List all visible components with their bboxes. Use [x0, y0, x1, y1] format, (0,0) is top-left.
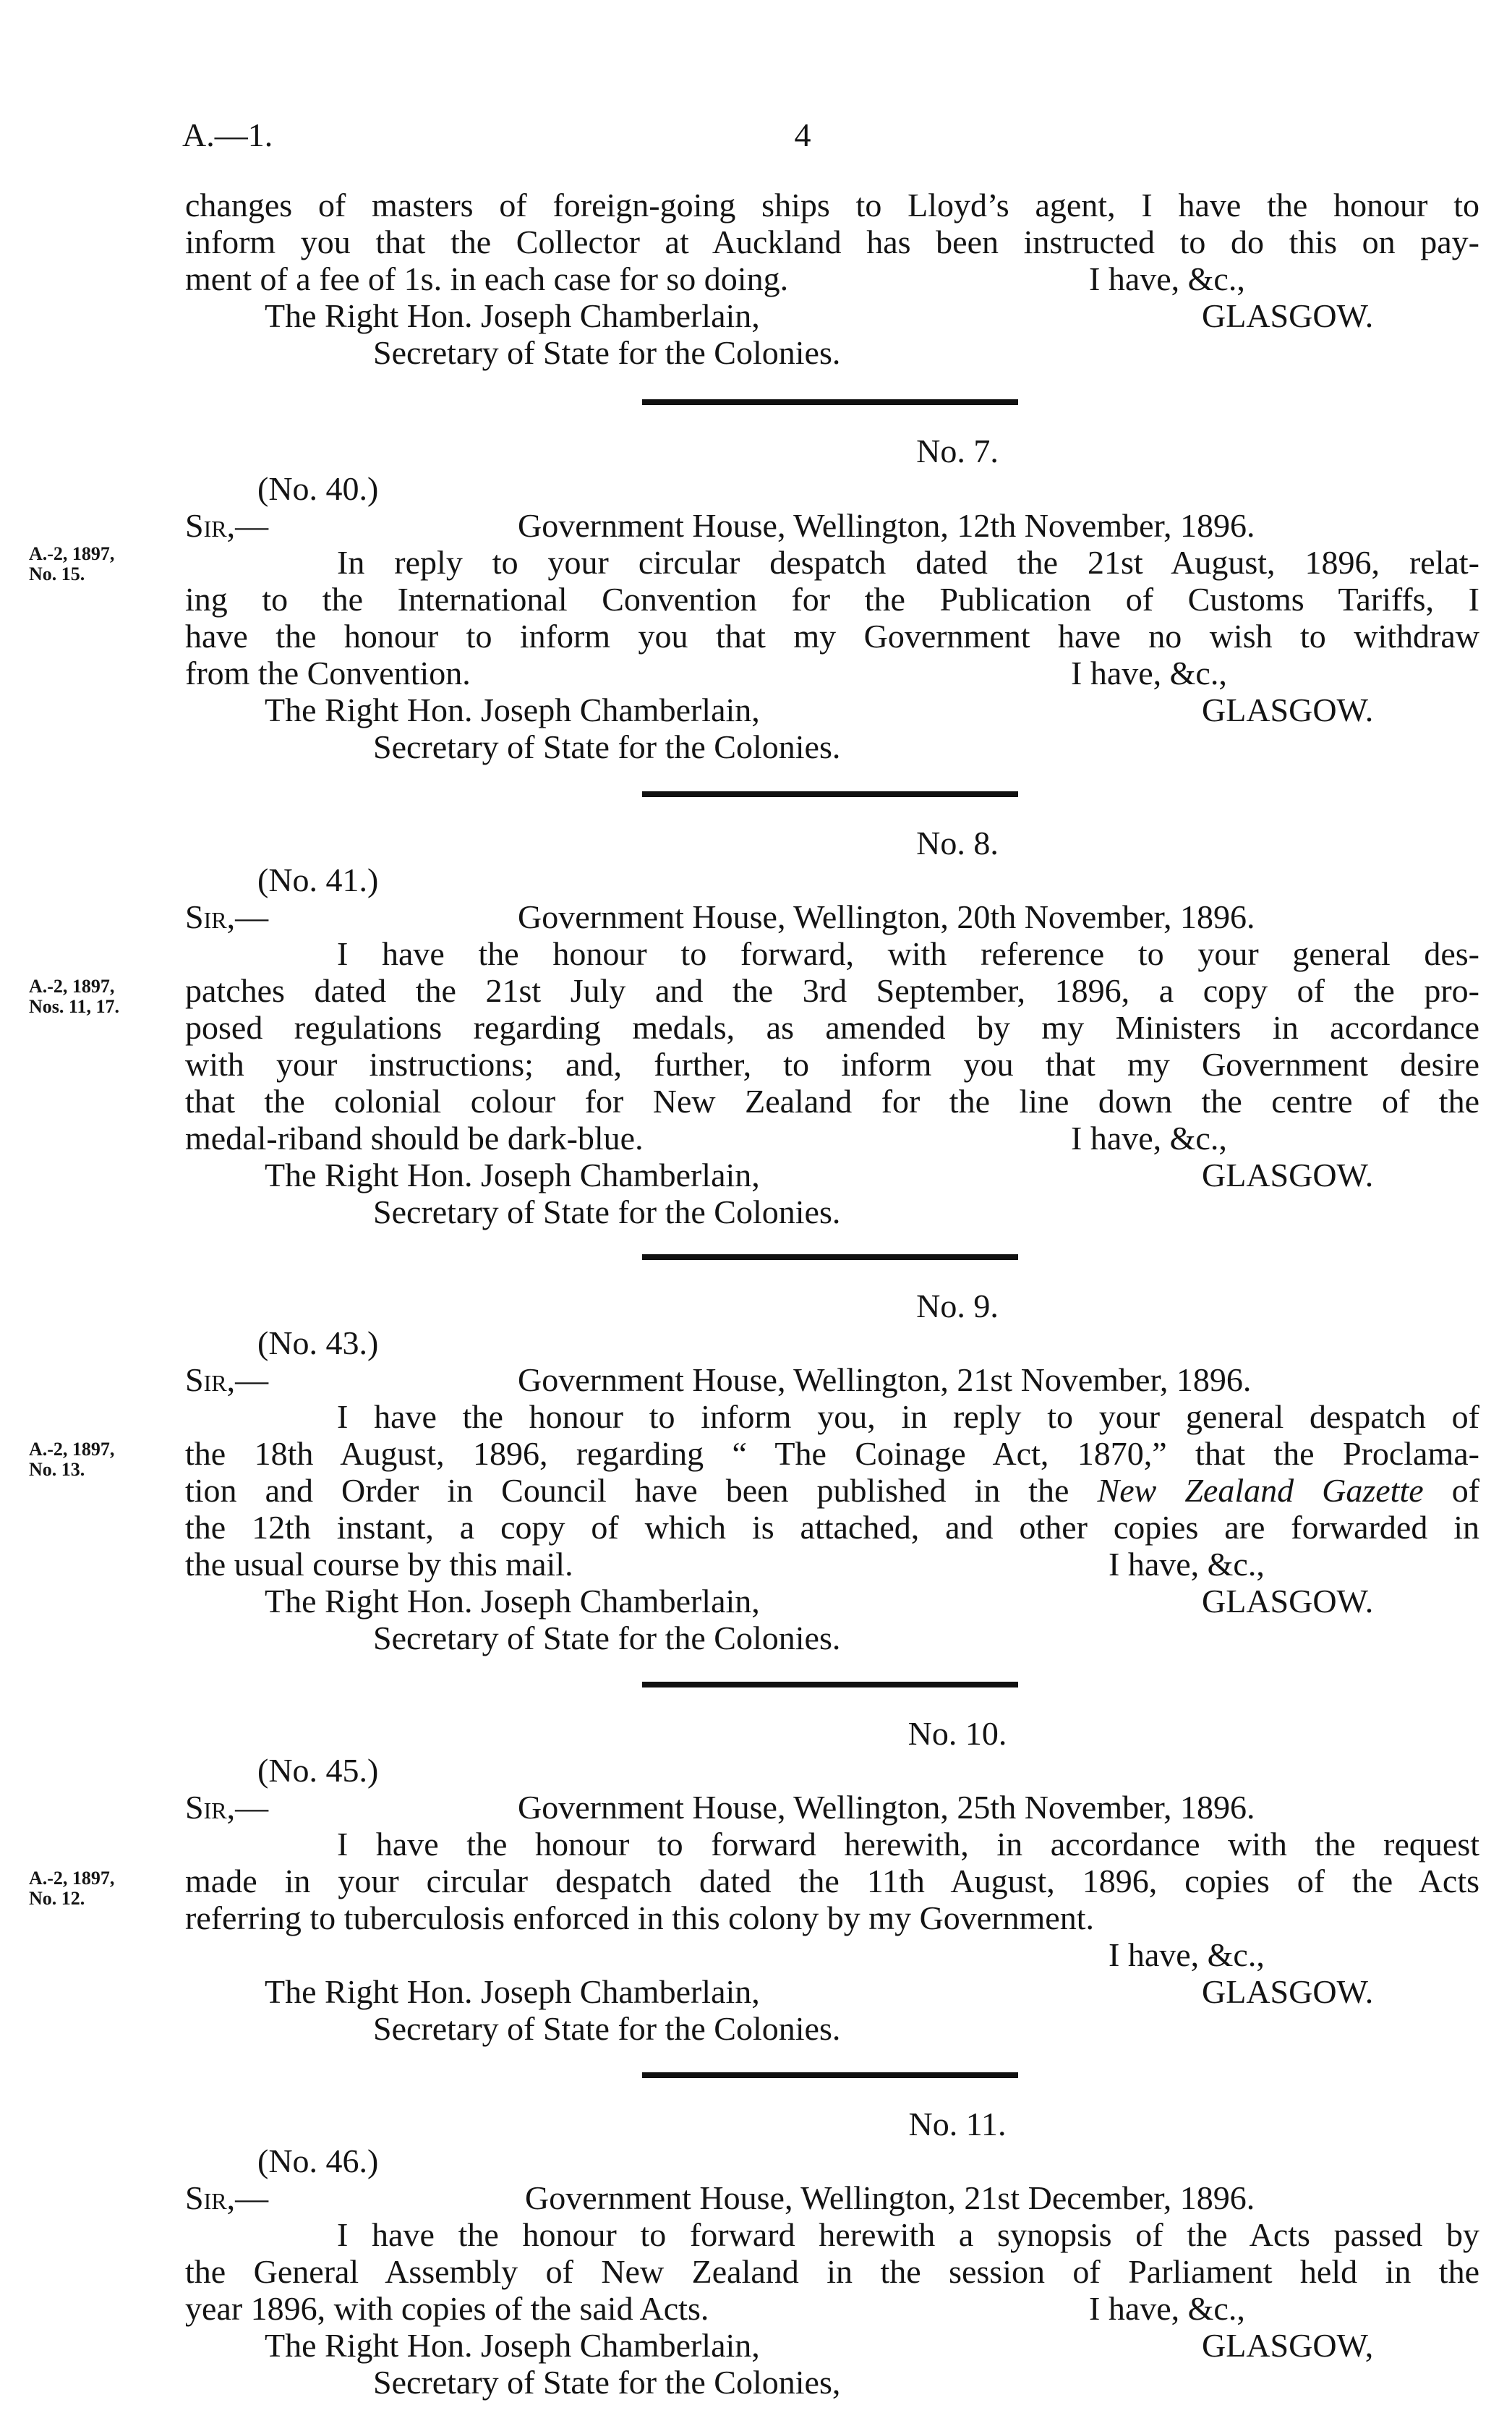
intro-line: ment of a fee of 1s. in each case for so doing.: [185, 260, 789, 297]
closing: I have, &c.,: [1071, 655, 1227, 691]
intro-line: changes of masters of foreign-going ships to Lloyd’s agent, I have the honour to: [185, 187, 1479, 224]
body-text: of: [1451, 1472, 1480, 1509]
addressee: The Right Hon. Joseph Chamberlain,: [265, 1157, 760, 1193]
signature: GLASGOW.: [1202, 1157, 1374, 1193]
section-divider: [642, 2072, 1018, 2078]
paper-reference: A.—1.: [182, 116, 273, 153]
body-line: I have the honour to forward herewith a synopsis of the Acts passed by: [337, 2216, 1479, 2253]
place-date: Government House, Wellington, 12th November, 1896.: [518, 507, 1255, 544]
body-line: the 18th August, 1896, regarding “ The Coinage Act, 1870,” that the Proclama-: [185, 1435, 1479, 1472]
place-date: Government House, Wellington, 21st November, 1896.: [518, 1361, 1252, 1398]
addressee-title: Secretary of State for the Colonies.: [373, 1193, 841, 1230]
addressee-title: Secretary of State for the Colonies.: [373, 334, 841, 371]
margin-ref-line: A.-2, 1897,: [29, 543, 115, 564]
body-line: that the colonial colour for New Zealand for the line down the centre of the: [185, 1083, 1479, 1120]
body-line: with your instructions; and, further, to inform you that my Government desire: [185, 1046, 1479, 1083]
letter-number: No. 8.: [916, 825, 999, 861]
body-line: [185, 1472, 1479, 1509]
closing: I have, &c.,: [1109, 1936, 1265, 1973]
salutation: Sir,—: [185, 898, 269, 935]
letter-number: No. 9.: [916, 1288, 999, 1324]
body-line: patches dated the 21st July and the 3rd September, 1896, a copy of the pro-: [185, 972, 1479, 1009]
page-number: 4: [794, 116, 811, 153]
addressee: The Right Hon. Joseph Chamberlain,: [265, 297, 760, 334]
place-date: Government House, Wellington, 25th November, 1896.: [518, 1789, 1255, 1826]
despatch-ref: (No. 43.): [257, 1324, 379, 1361]
salutation: Sir,—: [185, 507, 269, 544]
addressee-title: Secretary of State for the Colonies,: [373, 2364, 841, 2401]
signature: GLASGOW.: [1202, 1583, 1374, 1620]
margin-reference: [29, 1439, 114, 1480]
signature: GLASGOW.: [1202, 691, 1374, 728]
body-line: made in your circular despatch dated the 11th August, 1896, copies of the Acts: [185, 1863, 1479, 1899]
closing: I have, &c.,: [1071, 1120, 1227, 1157]
body-line: the usual course by this mail.: [185, 1546, 573, 1583]
salutation: Sir,—: [185, 2179, 269, 2216]
body-line: from the Convention.: [185, 655, 471, 691]
section-divider: [642, 1682, 1018, 1687]
letter-number: No. 11.: [908, 2106, 1007, 2142]
body-text: tion and Order in Council have been published in the: [185, 1472, 1069, 1509]
section-divider: [642, 791, 1018, 797]
despatch-ref: (No. 41.): [257, 861, 379, 898]
body-line: referring to tuberculosis enforced in this colony by my Government.: [185, 1899, 1095, 1936]
addressee: The Right Hon. Joseph Chamberlain,: [265, 1583, 760, 1620]
place-date: Government House, Wellington, 21st December, 1896.: [525, 2179, 1255, 2216]
signature: GLASGOW.: [1202, 297, 1374, 334]
margin-ref-line: Nos. 11, 17.: [29, 996, 119, 1017]
addressee-title: Secretary of State for the Colonies.: [373, 1620, 841, 1656]
margin-reference: [29, 544, 114, 584]
place-date: Government House, Wellington, 20th November, 1896.: [518, 898, 1255, 935]
closing: I have, &c.,: [1089, 2290, 1245, 2327]
body-line: In reply to your circular despatch dated the 21st August, 1896, relat-: [337, 544, 1479, 581]
despatch-ref: (No. 40.): [257, 470, 379, 507]
salutation: Sir,—: [185, 1789, 269, 1826]
body-line: I have the honour to forward herewith, in accordance with the request: [337, 1826, 1479, 1863]
despatch-ref: (No. 45.): [257, 1752, 379, 1789]
section-divider: [642, 399, 1018, 405]
gazette-title: New Zealand Gazette: [1097, 1472, 1424, 1509]
despatch-ref: (No. 46.): [257, 2142, 379, 2179]
body-line: I have the honour to forward, with reference to your general des-: [337, 935, 1479, 972]
margin-ref-line: No. 13.: [29, 1459, 85, 1480]
body-line: have the honour to inform you that my Government have no wish to withdraw: [185, 618, 1479, 655]
body-line: I have the honour to inform you, in reply to your general despatch of: [337, 1398, 1479, 1435]
margin-ref-line: A.-2, 1897,: [29, 1439, 115, 1460]
section-divider: [642, 1254, 1018, 1260]
margin-ref-line: No. 15.: [29, 563, 85, 584]
body-line: posed regulations regarding medals, as amended by my Ministers in accordance: [185, 1009, 1479, 1046]
letter-number: No. 10.: [907, 1715, 1007, 1752]
margin-reference: [29, 976, 119, 1017]
body-line: the General Assembly of New Zealand in the session of Parliament held in the: [185, 2253, 1479, 2290]
closing: I have, &c.,: [1109, 1546, 1265, 1583]
signature: GLASGOW,: [1202, 2327, 1374, 2364]
addressee: The Right Hon. Joseph Chamberlain,: [265, 691, 760, 728]
margin-ref-line: No. 12.: [29, 1888, 85, 1909]
closing: I have, &c.,: [1089, 260, 1245, 297]
body-line: ing to the International Convention for the Publication of Customs Tariffs, I: [185, 581, 1479, 618]
addressee: The Right Hon. Joseph Chamberlain,: [265, 2327, 760, 2364]
margin-ref-line: A.-2, 1897,: [29, 1868, 115, 1889]
salutation: Sir,—: [185, 1361, 269, 1398]
body-line: year 1896, with copies of the said Acts.: [185, 2290, 709, 2327]
body-line: the 12th instant, a copy of which is attached, and other copies are forwarded in: [185, 1509, 1479, 1546]
addressee-title: Secretary of State for the Colonies.: [373, 728, 841, 765]
addressee: The Right Hon. Joseph Chamberlain,: [265, 1973, 760, 2010]
addressee-title: Secretary of State for the Colonies.: [373, 2010, 841, 2047]
intro-line: inform you that the Collector at Auckland has been instructed to do this on pay-: [185, 224, 1479, 260]
signature: GLASGOW.: [1202, 1973, 1374, 2010]
margin-ref-line: A.-2, 1897,: [29, 976, 115, 997]
margin-reference: [29, 1868, 114, 1909]
body-line: medal-riband should be dark-blue.: [185, 1120, 644, 1157]
letter-number: No. 7.: [916, 433, 999, 469]
